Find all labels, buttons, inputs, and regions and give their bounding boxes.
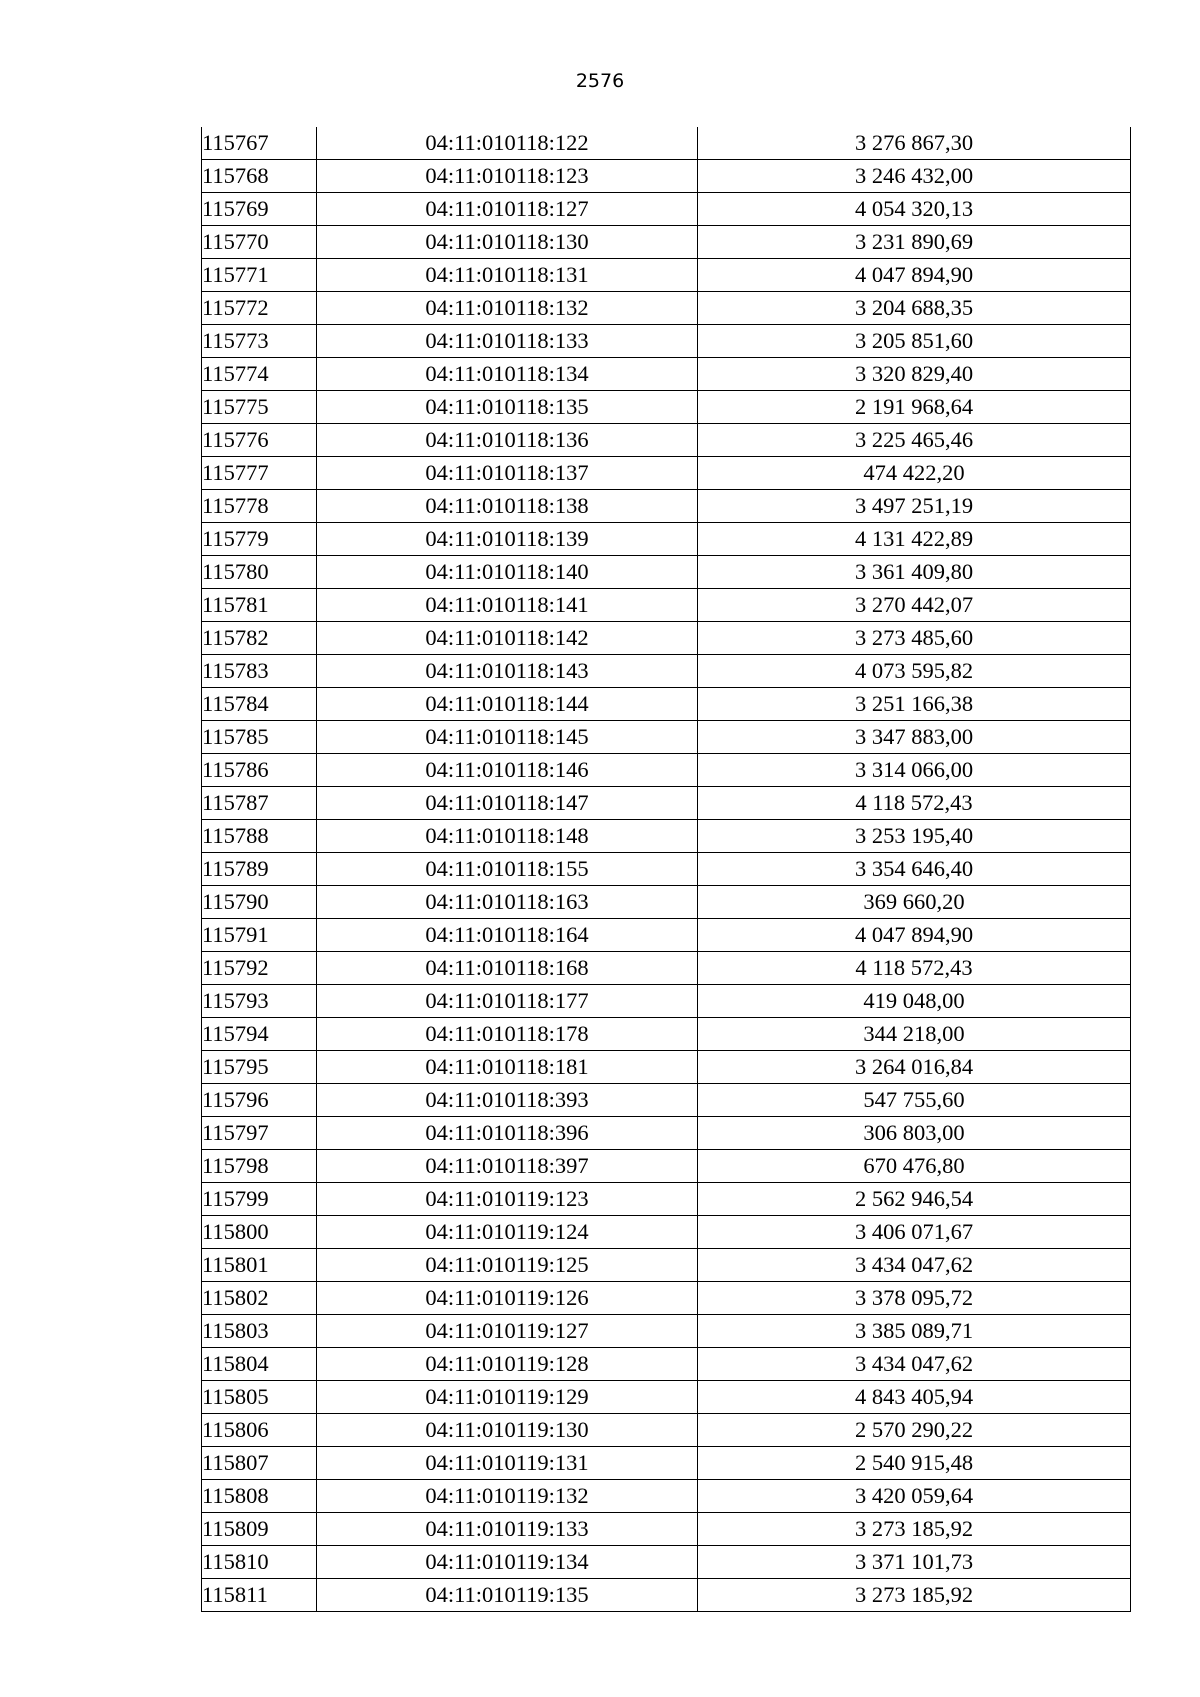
row-number-cell: 115791: [202, 919, 317, 952]
cadastral-value-cell: 306 803,00: [698, 1117, 1131, 1150]
row-number-cell: 115790: [202, 886, 317, 919]
table-row: [202, 457, 1131, 490]
row-number-cell: 115789: [202, 853, 317, 886]
cadastral-value-cell: 547 755,60: [698, 1084, 1131, 1117]
row-number-cell: 115773: [202, 325, 317, 358]
row-number-cell: 115771: [202, 259, 317, 292]
row-number-cell: 115778: [202, 490, 317, 523]
cadastral-number-cell: 04:11:010118:130: [317, 226, 698, 259]
table-row: [202, 820, 1131, 853]
cadastral-number-cell: 04:11:010118:122: [317, 127, 698, 160]
cadastral-number-cell: 04:11:010118:396: [317, 1117, 698, 1150]
table-row: [202, 259, 1131, 292]
cadastral-number-cell: 04:11:010118:123: [317, 160, 698, 193]
cadastral-number-cell: 04:11:010118:177: [317, 985, 698, 1018]
cadastral-number-cell: 04:11:010118:131: [317, 259, 698, 292]
row-number-cell: 115799: [202, 1183, 317, 1216]
table-row: [202, 292, 1131, 325]
row-number-cell: 115796: [202, 1084, 317, 1117]
cadastral-value-table: [201, 127, 1131, 1612]
cadastral-number-cell: 04:11:010119:135: [317, 1579, 698, 1612]
row-number-cell: 115792: [202, 952, 317, 985]
cadastral-value-cell: 4 118 572,43: [698, 787, 1131, 820]
table-row: [202, 1315, 1131, 1348]
table-row: [202, 655, 1131, 688]
cadastral-value-cell: 3 205 851,60: [698, 325, 1131, 358]
cadastral-value-cell: 3 320 829,40: [698, 358, 1131, 391]
cadastral-value-cell: 474 422,20: [698, 457, 1131, 490]
cadastral-number-cell: 04:11:010118:148: [317, 820, 698, 853]
cadastral-value-cell: 4 073 595,82: [698, 655, 1131, 688]
row-number-cell: 115779: [202, 523, 317, 556]
cadastral-value-cell: 3 270 442,07: [698, 589, 1131, 622]
cadastral-number-cell: 04:11:010119:131: [317, 1447, 698, 1480]
row-number-cell: 115810: [202, 1546, 317, 1579]
cadastral-value-cell: 3 251 166,38: [698, 688, 1131, 721]
table-row: [202, 391, 1131, 424]
cadastral-number-cell: 04:11:010119:126: [317, 1282, 698, 1315]
row-number-cell: 115804: [202, 1348, 317, 1381]
row-number-cell: 115782: [202, 622, 317, 655]
cadastral-value-cell: 4 131 422,89: [698, 523, 1131, 556]
table-row: [202, 1381, 1131, 1414]
cadastral-number-cell: 04:11:010118:393: [317, 1084, 698, 1117]
table-row: [202, 1579, 1131, 1612]
table-row: [202, 589, 1131, 622]
cadastral-value-cell: 3 273 485,60: [698, 622, 1131, 655]
cadastral-value-cell: 3 347 883,00: [698, 721, 1131, 754]
cadastral-value-cell: 369 660,20: [698, 886, 1131, 919]
row-number-cell: 115806: [202, 1414, 317, 1447]
cadastral-number-cell: 04:11:010119:124: [317, 1216, 698, 1249]
row-number-cell: 115809: [202, 1513, 317, 1546]
cadastral-number-cell: 04:11:010118:142: [317, 622, 698, 655]
cadastral-value-cell: 3 264 016,84: [698, 1051, 1131, 1084]
cadastral-value-cell: 4 054 320,13: [698, 193, 1131, 226]
cadastral-value-cell: 3 385 089,71: [698, 1315, 1131, 1348]
table-row: [202, 226, 1131, 259]
row-number-cell: 115774: [202, 358, 317, 391]
table-row: [202, 919, 1131, 952]
cadastral-value-cell: 3 253 195,40: [698, 820, 1131, 853]
row-number-cell: 115803: [202, 1315, 317, 1348]
cadastral-number-cell: 04:11:010118:143: [317, 655, 698, 688]
cadastral-number-cell: 04:11:010118:140: [317, 556, 698, 589]
cadastral-value-cell: 3 314 066,00: [698, 754, 1131, 787]
row-number-cell: 115770: [202, 226, 317, 259]
row-number-cell: 115768: [202, 160, 317, 193]
table-row: [202, 127, 1131, 160]
cadastral-number-cell: 04:11:010118:139: [317, 523, 698, 556]
cadastral-number-cell: 04:11:010118:134: [317, 358, 698, 391]
row-number-cell: 115801: [202, 1249, 317, 1282]
cadastral-number-cell: 04:11:010119:134: [317, 1546, 698, 1579]
table-row: [202, 1150, 1131, 1183]
cadastral-number-cell: 04:11:010118:136: [317, 424, 698, 457]
row-number-cell: 115786: [202, 754, 317, 787]
cadastral-value-cell: 3 361 409,80: [698, 556, 1131, 589]
row-number-cell: 115793: [202, 985, 317, 1018]
row-number-cell: 115767: [202, 127, 317, 160]
cadastral-value-cell: 3 276 867,30: [698, 127, 1131, 160]
cadastral-number-cell: 04:11:010118:133: [317, 325, 698, 358]
cadastral-number-cell: 04:11:010118:397: [317, 1150, 698, 1183]
cadastral-value-cell: 3 371 101,73: [698, 1546, 1131, 1579]
page-number: 2576: [575, 70, 625, 92]
table-row: [202, 160, 1131, 193]
row-number-cell: 115777: [202, 457, 317, 490]
cadastral-value-cell: 3 231 890,69: [698, 226, 1131, 259]
cadastral-number-cell: 04:11:010119:128: [317, 1348, 698, 1381]
table-row: [202, 787, 1131, 820]
table-row: [202, 721, 1131, 754]
table-row: [202, 985, 1131, 1018]
cadastral-value-cell: 3 246 432,00: [698, 160, 1131, 193]
table-row: [202, 853, 1131, 886]
cadastral-number-cell: 04:11:010119:130: [317, 1414, 698, 1447]
table-row: [202, 556, 1131, 589]
cadastral-value-cell: 3 378 095,72: [698, 1282, 1131, 1315]
cadastral-number-cell: 04:11:010118:135: [317, 391, 698, 424]
row-number-cell: 115769: [202, 193, 317, 226]
cadastral-number-cell: 04:11:010118:145: [317, 721, 698, 754]
cadastral-number-cell: 04:11:010118:147: [317, 787, 698, 820]
cadastral-value-cell: 3 434 047,62: [698, 1348, 1131, 1381]
row-number-cell: 115785: [202, 721, 317, 754]
cadastral-value-cell: 3 273 185,92: [698, 1513, 1131, 1546]
cadastral-number-cell: 04:11:010119:132: [317, 1480, 698, 1513]
table-row: [202, 424, 1131, 457]
row-number-cell: 115798: [202, 1150, 317, 1183]
cadastral-value-cell: 3 497 251,19: [698, 490, 1131, 523]
cadastral-number-cell: 04:11:010119:129: [317, 1381, 698, 1414]
cadastral-number-cell: 04:11:010118:127: [317, 193, 698, 226]
row-number-cell: 115797: [202, 1117, 317, 1150]
cadastral-value-cell: 3 225 465,46: [698, 424, 1131, 457]
row-number-cell: 115805: [202, 1381, 317, 1414]
table-row: [202, 688, 1131, 721]
cadastral-value-cell: 3 434 047,62: [698, 1249, 1131, 1282]
row-number-cell: 115811: [202, 1579, 317, 1612]
cadastral-value-cell: 3 354 646,40: [698, 853, 1131, 886]
row-number-cell: 115772: [202, 292, 317, 325]
cadastral-value-cell: 4 047 894,90: [698, 259, 1131, 292]
table-row: [202, 1414, 1131, 1447]
table-row: [202, 1282, 1131, 1315]
cadastral-number-cell: 04:11:010118:181: [317, 1051, 698, 1084]
cadastral-number-cell: 04:11:010119:125: [317, 1249, 698, 1282]
row-number-cell: 115775: [202, 391, 317, 424]
table-body: [202, 127, 1131, 1612]
table-row: [202, 886, 1131, 919]
cadastral-value-cell: 4 118 572,43: [698, 952, 1131, 985]
cadastral-number-cell: 04:11:010118:141: [317, 589, 698, 622]
row-number-cell: 115781: [202, 589, 317, 622]
row-number-cell: 115795: [202, 1051, 317, 1084]
table-row: [202, 523, 1131, 556]
cadastral-number-cell: 04:11:010119:133: [317, 1513, 698, 1546]
table-row: [202, 1447, 1131, 1480]
row-number-cell: 115788: [202, 820, 317, 853]
row-number-cell: 115784: [202, 688, 317, 721]
table-row: [202, 1117, 1131, 1150]
cadastral-number-cell: 04:11:010119:123: [317, 1183, 698, 1216]
cadastral-value-cell: 2 570 290,22: [698, 1414, 1131, 1447]
table-row: [202, 1216, 1131, 1249]
cadastral-number-cell: 04:11:010118:163: [317, 886, 698, 919]
table-row: [202, 1249, 1131, 1282]
table-row: [202, 325, 1131, 358]
table-row: [202, 193, 1131, 226]
cadastral-number-cell: 04:11:010118:178: [317, 1018, 698, 1051]
table-row: [202, 1513, 1131, 1546]
cadastral-value-cell: 4 843 405,94: [698, 1381, 1131, 1414]
cadastral-value-cell: 4 047 894,90: [698, 919, 1131, 952]
cadastral-number-cell: 04:11:010119:127: [317, 1315, 698, 1348]
cadastral-number-cell: 04:11:010118:137: [317, 457, 698, 490]
cadastral-number-cell: 04:11:010118:146: [317, 754, 698, 787]
cadastral-value-cell: 3 204 688,35: [698, 292, 1131, 325]
cadastral-number-cell: 04:11:010118:168: [317, 952, 698, 985]
cadastral-value-cell: 2 562 946,54: [698, 1183, 1131, 1216]
row-number-cell: 115802: [202, 1282, 317, 1315]
cadastral-number-cell: 04:11:010118:164: [317, 919, 698, 952]
row-number-cell: 115783: [202, 655, 317, 688]
table-row: [202, 1018, 1131, 1051]
row-number-cell: 115807: [202, 1447, 317, 1480]
cadastral-number-cell: 04:11:010118:155: [317, 853, 698, 886]
row-number-cell: 115794: [202, 1018, 317, 1051]
table-row: [202, 1183, 1131, 1216]
row-number-cell: 115776: [202, 424, 317, 457]
cadastral-value-cell: 419 048,00: [698, 985, 1131, 1018]
cadastral-value-cell: 3 420 059,64: [698, 1480, 1131, 1513]
table-row: [202, 622, 1131, 655]
cadastral-number-cell: 04:11:010118:132: [317, 292, 698, 325]
cadastral-value-cell: 3 273 185,92: [698, 1579, 1131, 1612]
row-number-cell: 115800: [202, 1216, 317, 1249]
row-number-cell: 115808: [202, 1480, 317, 1513]
cadastral-number-cell: 04:11:010118:138: [317, 490, 698, 523]
cadastral-value-cell: 2 191 968,64: [698, 391, 1131, 424]
table-row: [202, 1051, 1131, 1084]
table-row: [202, 1084, 1131, 1117]
table-row: [202, 754, 1131, 787]
cadastral-number-cell: 04:11:010118:144: [317, 688, 698, 721]
table-row: [202, 952, 1131, 985]
cadastral-value-cell: 2 540 915,48: [698, 1447, 1131, 1480]
table-row: [202, 358, 1131, 391]
table-row: [202, 1546, 1131, 1579]
cadastral-value-cell: 3 406 071,67: [698, 1216, 1131, 1249]
table-row: [202, 1348, 1131, 1381]
cadastral-value-cell: 670 476,80: [698, 1150, 1131, 1183]
table-row: [202, 1480, 1131, 1513]
row-number-cell: 115787: [202, 787, 317, 820]
row-number-cell: 115780: [202, 556, 317, 589]
data-table-container: [201, 127, 1130, 1612]
table-row: [202, 490, 1131, 523]
cadastral-value-cell: 344 218,00: [698, 1018, 1131, 1051]
